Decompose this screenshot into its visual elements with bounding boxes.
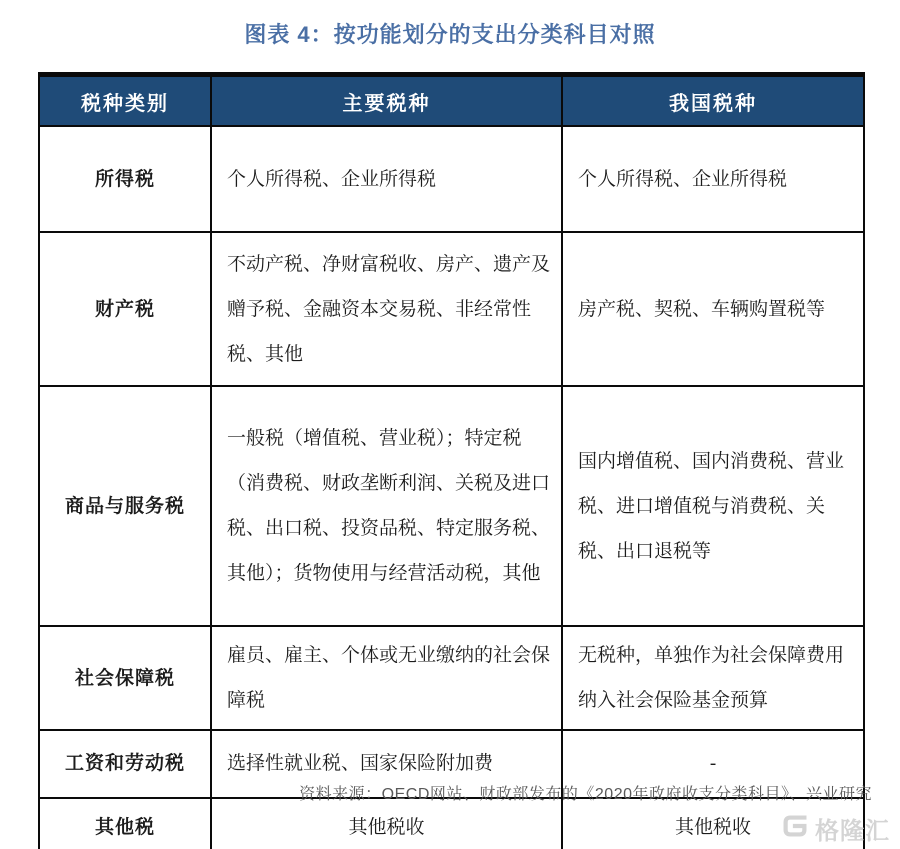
cell-main-taxes: 雇员、雇主、个体或无业缴纳的社会保障税 — [211, 626, 562, 730]
cell-main-taxes: 一般税（增值税、营业税）；特定税（消费税、财政垄断利润、关税及进口税、出口税、投资品税、特定服务税、其他）；货物使用与经营活动税，其他 — [211, 386, 562, 626]
watermark-brand-text: 格隆汇 — [815, 818, 890, 845]
cell-category: 其他税 — [39, 798, 211, 849]
table-row-social-security-tax — [39, 626, 864, 730]
cell-main-taxes: 不动产税、净财富税收、房产、遗产及赠予税、金融资本交易税、非经常性税、其他 — [211, 232, 562, 386]
gelonghui-watermark — [780, 811, 890, 846]
cell-china-taxes: 其他税收 — [562, 798, 864, 849]
cell-china-taxes: 个人所得税、企业所得税 — [562, 126, 864, 232]
cell-main-taxes: 个人所得税、企业所得税 — [211, 126, 562, 232]
column-header-tax-category: 税种类别 — [39, 75, 211, 127]
cell-category: 财产税 — [39, 232, 211, 386]
column-header-china-taxes: 我国税种 — [562, 75, 864, 127]
table-row-goods-services-tax — [39, 386, 864, 626]
cell-main-taxes: 其他税收 — [211, 798, 562, 849]
cell-category: 社会保障税 — [39, 626, 211, 730]
data-source-note: 资料来源：OECD网站、财政部发布的《2020年政府收支分类科目》、兴业研究 — [299, 786, 872, 803]
cell-category: 所得税 — [39, 126, 211, 232]
cell-category: 工资和劳动税 — [39, 730, 211, 798]
table-row-income-tax — [39, 126, 864, 232]
tax-comparison-table-container — [38, 72, 863, 849]
table-row-other-tax — [39, 798, 864, 849]
cell-china-taxes: 国内增值税、国内消费税、营业税、进口增值税与消费税、关税、出口退税等 — [562, 386, 864, 626]
table-row-property-tax — [39, 232, 864, 386]
cell-china-taxes: 房产税、契税、车辆购置税等 — [562, 232, 864, 386]
cell-china-taxes: - — [562, 730, 864, 798]
tax-comparison-table — [38, 72, 865, 849]
column-header-main-taxes: 主要税种 — [211, 75, 562, 127]
cell-category: 商品与服务税 — [39, 386, 211, 626]
gelonghui-logo-icon — [780, 811, 810, 846]
cell-main-taxes: 选择性就业税、国家保险附加费 — [211, 730, 562, 798]
table-header-row — [39, 75, 864, 127]
cell-china-taxes: 无税种，单独作为社会保障费用纳入社会保险基金预算 — [562, 626, 864, 730]
figure-title: 图表 4：按功能划分的支出分类科目对照 — [244, 22, 656, 47]
